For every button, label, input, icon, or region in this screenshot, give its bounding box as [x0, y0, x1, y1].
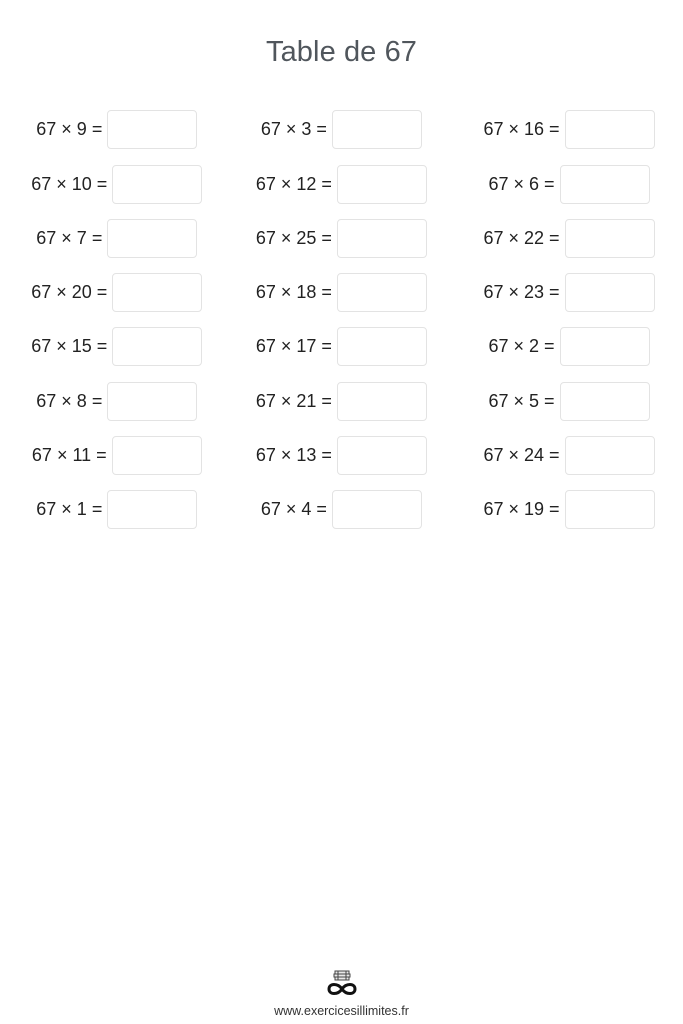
exercise-item: [228, 490, 456, 530]
answer-box[interactable]: [560, 382, 650, 421]
exercise-item: [455, 436, 683, 476]
exercise-item: [228, 273, 456, 313]
exercise-item: [0, 381, 228, 421]
exercise-item: [0, 490, 228, 530]
equation-label: 67 × 24 =: [483, 445, 560, 466]
exercise-item: [0, 110, 228, 150]
exercise-row: [0, 436, 683, 476]
answer-box[interactable]: [560, 327, 650, 366]
equation-label: 67 × 15 =: [31, 336, 108, 357]
equation-label: 67 × 5 =: [488, 390, 555, 411]
exercise-item: [455, 273, 683, 313]
answer-box[interactable]: [107, 490, 197, 529]
answer-box[interactable]: [337, 382, 427, 421]
exercise-item: [455, 110, 683, 150]
exercise-item: [0, 273, 228, 313]
equation-label: 67 × 21 =: [255, 390, 332, 411]
answer-box[interactable]: [107, 382, 197, 421]
answer-box[interactable]: [337, 273, 427, 312]
equation-label: 67 × 7 =: [36, 227, 103, 248]
answer-box[interactable]: [112, 273, 202, 312]
equation-label: 67 × 18 =: [255, 282, 332, 303]
exercise-item: [228, 381, 456, 421]
equation-label: 67 × 16 =: [483, 119, 560, 140]
equation-label: 67 × 8 =: [36, 390, 103, 411]
answer-box[interactable]: [560, 165, 650, 204]
exercise-row: [0, 381, 683, 421]
exercise-item: [455, 327, 683, 367]
equation-label: 67 × 11 =: [31, 445, 107, 466]
exercise-item: [228, 164, 456, 204]
equation-label: 67 × 9 =: [36, 119, 103, 140]
exercise-item: [455, 219, 683, 259]
infinity-books-icon: [324, 968, 360, 998]
exercise-item: [228, 327, 456, 367]
equation-label: 67 × 3 =: [260, 119, 327, 140]
answer-box[interactable]: [112, 165, 202, 204]
answer-box[interactable]: [565, 110, 655, 149]
footer: [0, 968, 683, 1018]
answer-box[interactable]: [565, 219, 655, 258]
equation-label: 67 × 22 =: [483, 227, 560, 248]
equation-label: 67 × 13 =: [255, 445, 332, 466]
page-title: Table de 67: [265, 36, 418, 68]
answer-box[interactable]: [337, 165, 427, 204]
answer-box[interactable]: [337, 327, 427, 366]
equation-label: 67 × 10 =: [31, 173, 108, 194]
answer-box[interactable]: [107, 110, 197, 149]
answer-box[interactable]: [565, 273, 655, 312]
equation-label: 67 × 12 =: [255, 173, 332, 194]
answer-box[interactable]: [565, 490, 655, 529]
exercise-item: [228, 110, 456, 150]
equation-label: 67 × 2 =: [488, 336, 555, 357]
answer-box[interactable]: [112, 436, 202, 475]
exercise-row: [0, 327, 683, 367]
exercise-item: [228, 219, 456, 259]
answer-box[interactable]: [565, 436, 655, 475]
exercise-grid: [0, 110, 683, 544]
answer-box[interactable]: [107, 219, 197, 258]
exercise-item: [0, 219, 228, 259]
answer-box[interactable]: [337, 219, 427, 258]
equation-label: 67 × 19 =: [483, 499, 560, 520]
answer-box[interactable]: [337, 436, 427, 475]
answer-box[interactable]: [332, 110, 422, 149]
exercise-item: [455, 490, 683, 530]
exercise-item: [228, 436, 456, 476]
exercise-item: [455, 381, 683, 421]
equation-label: 67 × 20 =: [31, 282, 108, 303]
site-url: www.exercicesillimites.fr: [274, 1004, 409, 1018]
exercise-row: [0, 219, 683, 259]
equation-label: 67 × 4 =: [260, 499, 327, 520]
exercise-row: [0, 110, 683, 150]
equation-label: 67 × 6 =: [488, 173, 555, 194]
exercise-item: [455, 164, 683, 204]
equation-label: 67 × 17 =: [255, 336, 332, 357]
exercise-item: [0, 436, 228, 476]
answer-box[interactable]: [112, 327, 202, 366]
exercise-row: [0, 164, 683, 204]
exercise-item: [0, 164, 228, 204]
exercise-item: [0, 327, 228, 367]
equation-label: 67 × 1 =: [36, 499, 103, 520]
equation-label: 67 × 23 =: [483, 282, 560, 303]
exercise-row: [0, 490, 683, 530]
answer-box[interactable]: [332, 490, 422, 529]
exercise-row: [0, 273, 683, 313]
equation-label: 67 × 25 =: [255, 227, 332, 248]
